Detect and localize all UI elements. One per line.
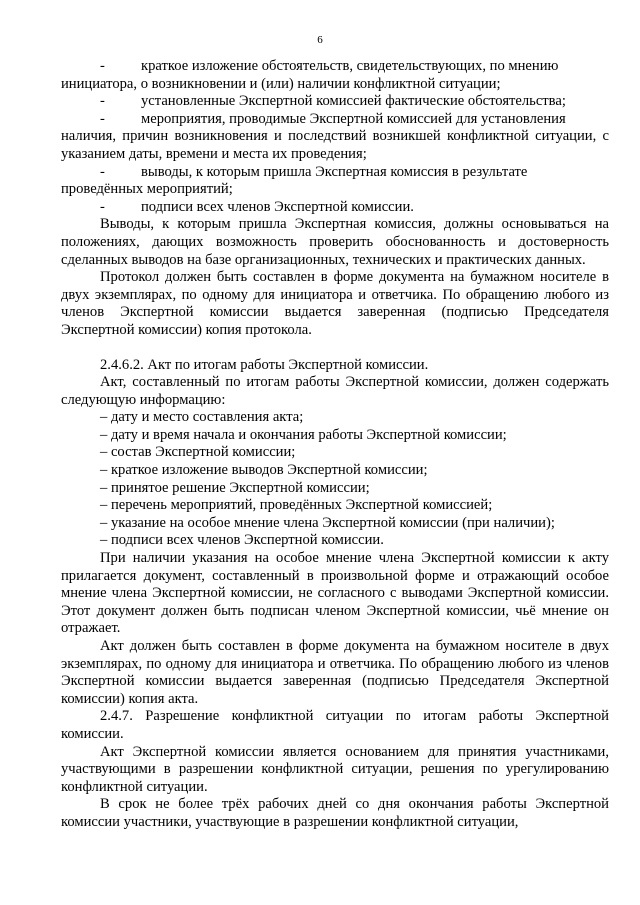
paragraph-protocol-copies: Протокол должен быть составлен в форме документа на бумажном носителе в двух экземплярах, по одному для инициатора и ответчика. По обращению любого из членов Экспертной комиссии выдается заверенная (подписью Председателя Экспертной комиссии) копия протокола. [61, 269, 609, 338]
bullet-first-line: установленные Экспертной комиссией фактические обстоятельства; [141, 93, 566, 110]
dash-marker: - [100, 163, 105, 180]
paragraph-act-intro: Акт, составленный по итогам работы Экспертной комиссии, должен содержать следующую информацию: [61, 374, 609, 408]
section-heading-2-4-7: 2.4.7. Разрешение конфликтной ситуации по итогам работы Экспертной комиссии. [61, 708, 609, 742]
act-list-item: – перечень мероприятий, проведённых Экспертной комиссией; [100, 497, 493, 514]
bullet-first-line: краткое изложение обстоятельств, свидетельствующих, по мнению [141, 58, 559, 74]
paragraph-act-copies: Акт должен быть составлен в форме документа на бумажном носителе в двух экземплярах, по одному для инициатора и ответчика. По обращению любого из членов Экспертной комиссии выдается заверенная (подписью Председателя Экспертной комиссии) копия акта. [61, 638, 609, 707]
bullet-first-line: выводы, к которым пришла Экспертная комиссия в результате [141, 163, 528, 180]
paragraph-act-basis: Акт Экспертной комиссии является основанием для принятия участниками, участвующими в разрешении конфликтной ситуации, решения по урегулированию конфликтной ситуации. [61, 743, 609, 795]
protocol-bullet [61, 58, 609, 93]
protocol-bullet [61, 199, 609, 217]
act-list-item: – дату и место составления акта; [100, 409, 304, 426]
bullet-continuation: наличия, причин возникновения и последствий возникшей конфликтной ситуации, с указанием даты, времени и места их проведения; [61, 128, 609, 162]
bullet-first-line: мероприятия, проводимые Экспертной комиссией для установления [141, 110, 566, 127]
dash-marker: - [100, 93, 105, 110]
act-list-item: – указание на особое мнение члена Экспертной комиссии (при наличии); [100, 514, 555, 531]
act-list-item: – принятое решение Экспертной комиссии; [100, 479, 370, 496]
page-number: 6 [317, 34, 323, 46]
page-content [61, 58, 609, 832]
act-list-item: – краткое изложение выводов Экспертной комиссии; [100, 462, 428, 479]
protocol-bullet [61, 111, 609, 164]
bullet-continuation: проведённых мероприятий; [61, 181, 233, 198]
blank-line [61, 340, 609, 357]
act-list-item: – подписи всех членов Экспертной комиссии. [100, 532, 384, 549]
protocol-bullet [61, 164, 609, 199]
paragraph-special-opinion: При наличии указания на особое мнение члена Экспертной комиссии к акту прилагается документ, составленный в произвольной форме и отражающий особое мнение члена Экспертной комиссии, не согласного с выводами Экспертной комиссии. Этот документ должен быть подписан членом Экспертной комиссии, чьё мнение он отражает. [61, 550, 609, 637]
dash-marker: - [100, 198, 105, 215]
bullet-continuation: инициатора, о возникновении и (или) наличии конфликтной ситуации; [61, 75, 501, 92]
paragraph-conclusions: Выводы, к которым пришла Экспертная комиссия, должны основываться на положениях, дающих возможность проверить обоснованность и достоверность сделанных выводов на базе организационных, технических и практических данных. [61, 216, 609, 268]
bullet-first-line: подписи всех членов Экспертной комиссии. [141, 198, 414, 215]
act-list-item: – состав Экспертной комиссии; [100, 444, 296, 461]
protocol-bullet [61, 93, 609, 111]
dash-marker: - [100, 110, 105, 127]
section-heading-2-4-6-2: 2.4.6.2. Акт по итогам работы Экспертной комиссии. [100, 356, 429, 373]
dash-marker: - [100, 58, 105, 74]
paragraph-deadline: В срок не более трёх рабочих дней со дня окончания работы Экспертной комиссии участники, участвующие в разрешении конфликтной ситуации, [61, 796, 609, 830]
act-list-item: – дату и время начала и окончания работы Экспертной комиссии; [100, 426, 507, 443]
